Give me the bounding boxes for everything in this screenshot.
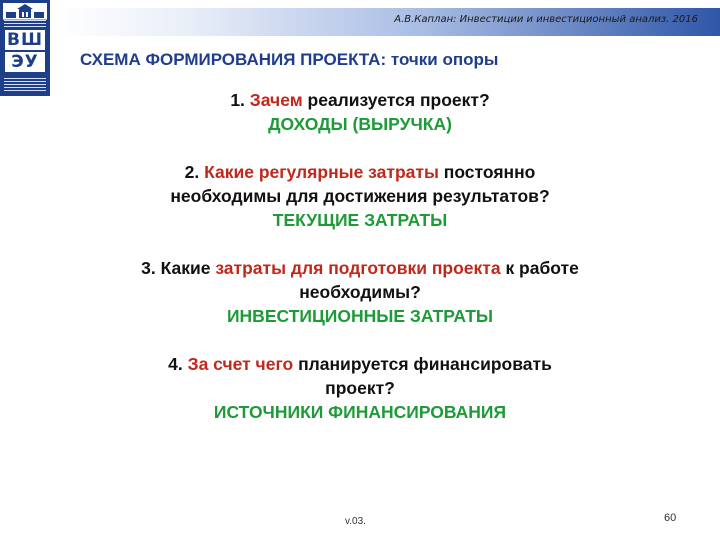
question-3-accent: затраты для подготовки проекта	[215, 258, 501, 278]
logo-monogram-top: ВШ	[5, 30, 45, 50]
logo-monogram-bottom: ЭУ	[5, 52, 45, 72]
answer-1: ДОХОДЫ (ВЫРУЧКА)	[268, 114, 452, 134]
question-1-text: реализуется проект?	[302, 90, 490, 110]
question-4-number: 4.	[168, 354, 188, 374]
question-4-text: планируется финансировать	[293, 354, 552, 374]
question-4	[40, 352, 680, 376]
question-3	[40, 256, 680, 280]
question-2-line2: необходимы для достижения результатов?	[170, 186, 550, 206]
question-2-number: 2.	[184, 162, 205, 182]
answer-2: ТЕКУЩИЕ ЗАТРАТЫ	[272, 210, 448, 230]
question-1-accent: Зачем	[249, 90, 303, 110]
question-3-prefix: 3. Какие	[141, 258, 216, 278]
answer-4: ИСТОЧНИКИ ФИНАНСИРОВАНИЯ	[213, 402, 507, 422]
logo-monogram	[4, 28, 46, 74]
logo-caption-top	[4, 20, 46, 28]
building-emblem-icon	[3, 3, 47, 20]
question-4-accent: За счет чего	[187, 354, 294, 374]
question-2-text: постоянно	[438, 162, 536, 182]
question-1-number: 1.	[230, 90, 250, 110]
page-number: 60	[664, 512, 677, 524]
question-3-line2: необходимы?	[299, 282, 421, 302]
question-3-text: к работе	[500, 258, 579, 278]
slide-title-sub: : точки опоры	[380, 50, 499, 69]
question-1	[40, 88, 680, 112]
question-4-line2: проект?	[325, 378, 395, 398]
question-2-accent: Какие регулярные затраты	[204, 162, 439, 182]
slide-title	[80, 50, 700, 70]
university-logo	[0, 0, 50, 96]
question-2	[40, 160, 680, 184]
version-label: v.03.	[345, 516, 366, 527]
slide-title-main: СХЕМА ФОРМИРОВАНИЯ ПРОЕКТА	[80, 50, 381, 69]
header-author: А.В.Каплан: Инвестиции и инвестиционный анализ. 2016	[394, 14, 698, 25]
slide-body	[40, 88, 680, 424]
answer-3: ИНВЕСТИЦИОННЫЕ ЗАТРАТЫ	[226, 306, 494, 326]
